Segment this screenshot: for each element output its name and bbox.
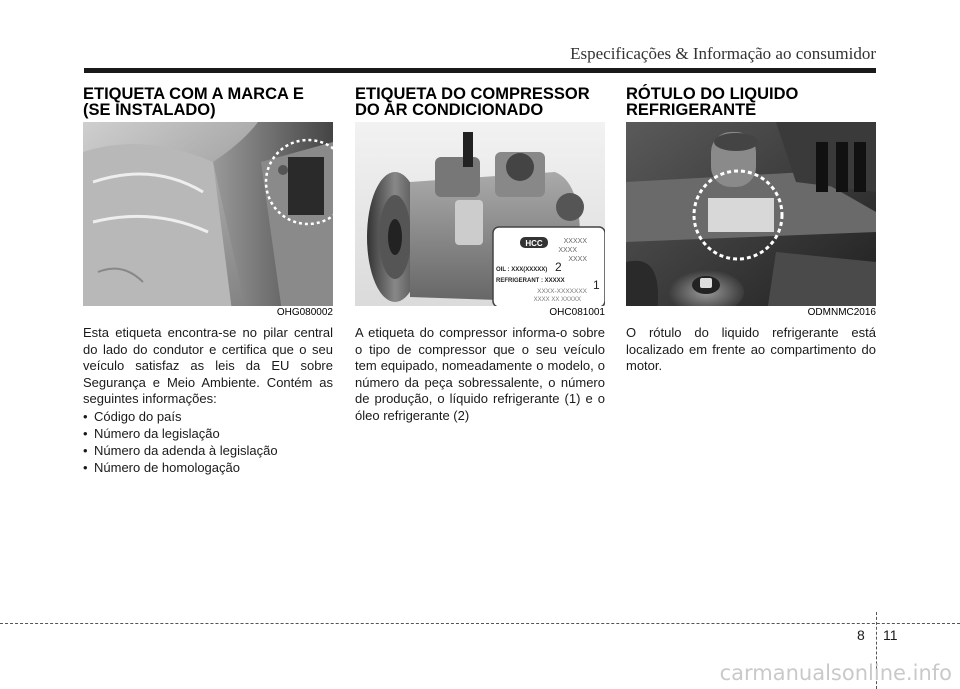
section-body: O rótulo do liquido refrigerante está localizado em frente ao compartimento do motor. xyxy=(626,325,876,373)
footer-rule xyxy=(0,623,960,624)
label-serial1: XXXX-XXXXXXX xyxy=(537,288,587,295)
section-body: Esta etiqueta encontra-se no pilar central do lado do condutor e certifica que o seu veículo satisfaz as leis da EU sobre Segurança e Meio Ambiente. Contém as seguintes informações: xyxy=(83,325,333,406)
label-line3: XXXX xyxy=(568,256,587,263)
callout-1: 1 xyxy=(593,278,600,292)
header-rule xyxy=(84,68,876,73)
list-item: • Número de homologação xyxy=(83,459,333,476)
label-brand: HCC xyxy=(525,239,543,248)
photo-engine-bay xyxy=(626,122,876,319)
label-line2: XXXX xyxy=(558,247,577,254)
door-pillar-illustration xyxy=(83,122,333,319)
label-refrigerant: REFRIGERANT : XXXXX xyxy=(496,278,565,284)
section-title: ETIQUETA DO COMPRESSOR DO AR CONDICIONADO xyxy=(355,85,590,119)
running-header: Especificações & Informação ao consumidor xyxy=(570,44,876,63)
image-code: ODMNMC2016 xyxy=(626,306,876,319)
photo-compressor xyxy=(355,122,605,319)
image-code: OHG080002 xyxy=(83,306,333,319)
list-item: • Número da legislação xyxy=(83,425,333,442)
section-title: RÓTULO DO LIQUIDO REFRIGERANTE xyxy=(626,85,799,119)
list-item: • Código do país xyxy=(83,408,333,425)
section-compressor-label xyxy=(355,86,605,424)
engine-bay-illustration xyxy=(626,122,876,319)
section-brand-label xyxy=(83,86,333,476)
info-list xyxy=(83,408,333,476)
label-serial2: XXXX XX XXXXX xyxy=(533,297,581,303)
label-oil: OIL : XXX(XXXXX) xyxy=(496,267,548,273)
compressor-illustration xyxy=(355,122,605,319)
callout-2: 2 xyxy=(555,260,562,274)
image-code: OHC081001 xyxy=(355,306,605,319)
section-body: A etiqueta do compressor informa-o sobre o tipo de compressor que o seu veículo tem equipado, nomeadamente o modelo, o número da peça sobressalente, o número de produção, o líquido refrigerante (1) e o óleo refrigerante (2) xyxy=(355,325,605,423)
section-coolant-label xyxy=(626,86,876,375)
section-title: ETIQUETA COM A MARCA E (SE INSTALADO) xyxy=(83,85,304,119)
photo-door-pillar xyxy=(83,122,333,319)
list-item: • Número da adenda à legislação xyxy=(83,442,333,459)
page-number: 11 xyxy=(883,627,898,643)
watermark: carmanualsonline.info xyxy=(719,661,952,685)
coolant-label-sticker xyxy=(708,198,774,232)
chapter-number: 8 xyxy=(857,627,865,643)
label-line1: XXXXX xyxy=(563,238,587,245)
